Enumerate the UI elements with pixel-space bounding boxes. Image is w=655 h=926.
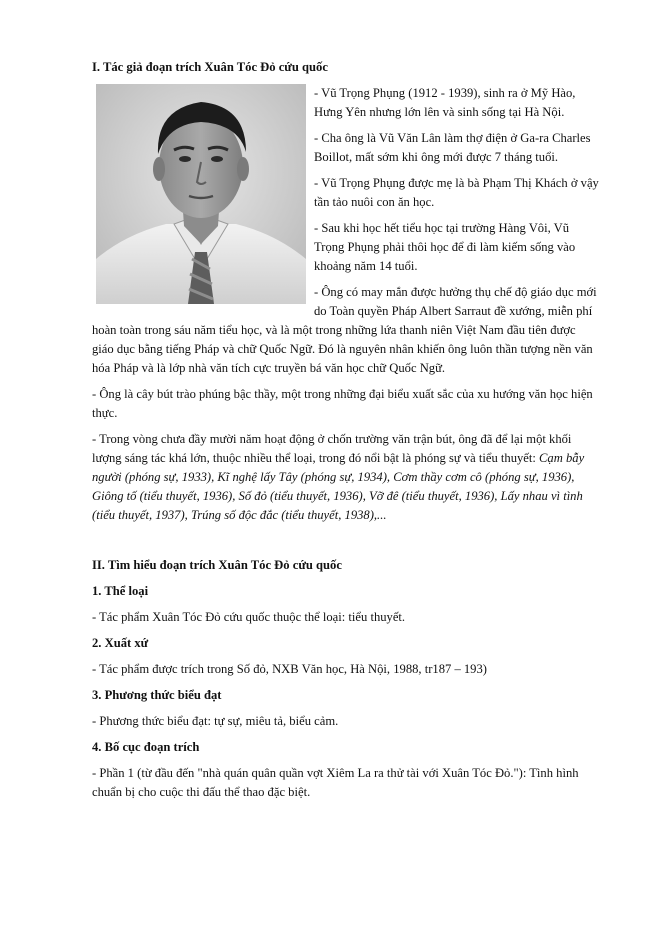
bio-paragraph-3: - Vũ Trọng Phụng được mẹ là bà Phạm Thị Khách ở vậy tần tảo nuôi con ăn học. [314, 176, 599, 209]
section-2-title: II. Tìm hiểu đoạn trích Xuân Tóc Đỏ cứu quốc [92, 558, 342, 572]
expression-heading: 3. Phương thức biểu đạt [92, 688, 222, 702]
portrait-photo-icon [96, 84, 306, 304]
expression-text: - Phương thức biểu đạt: tự sự, miêu tả, biểu cảm. [92, 714, 339, 728]
bio-paragraph-6: - Ông là cây bút trào phúng bậc thầy, một trong những đại biểu xuất sắc của xu hướng văn học hiện thực. [92, 387, 593, 420]
structure-text: - Phần 1 (từ đầu đến "nhà quán quân quần vợt Xiêm La ra thử tài với Xuân Tóc Đỏ."): Tình hình chuẩn bị cho cuộc thi đấu thể thao đặc biệt. [92, 766, 579, 799]
bio-paragraph-4: - Sau khi học hết tiểu học tại trường Hàng Vôi, Vũ Trọng Phụng phải thôi học để đi làm kiếm sống vào khoảng năm 14 tuổi. [314, 221, 576, 273]
works-intro: - Trong vòng chưa đầy mười năm hoạt động ở chốn trường văn trận bút, ông đã để lại một khối lượng sáng tác khá lớn, thuộc nhiều thể loại, trong đó nổi bật là phóng sự và tiểu thuyết: [92, 432, 572, 465]
document-page [92, 58, 600, 809]
genre-text: - Tác phẩm Xuân Tóc Đỏ cứu quốc thuộc thể loại: tiểu thuyết. [92, 610, 406, 624]
works-paragraph [92, 430, 600, 525]
origin-heading: 2. Xuất xứ [92, 636, 149, 650]
bio-paragraph-1: - Vũ Trọng Phụng (1912 - 1939), sinh ra ở Mỹ Hào, Hưng Yên nhưng lớn lên và sinh sống tại Hà Nội. [314, 86, 576, 119]
section-1-title: I. Tác giả đoạn trích Xuân Tóc Đỏ cứu quốc [92, 60, 328, 74]
bio-paragraph-5: - Ông có may mắn được hưởng thụ chế độ giáo dục mới do Toàn quyền Pháp Albert Sarraut đề xướng, miễn phí hoàn toàn trong sáu năm tiểu học, và là một trong những lứa thanh niên Việt Nam đầu tiên được giáo dục bằng tiếng Pháp và chữ Quốc Ngữ. Đó là nguyên nhân khiến ông luôn thần tượng nền văn hóa Pháp và là lớp nhà văn tích cực truyền bá văn học chữ Quốc Ngữ. [92, 285, 597, 375]
bio-paragraph-2: - Cha ông là Vũ Văn Lân làm thợ điện ở Ga-ra Charles Boillot, mất sớm khi ông mới được 7 tháng tuổi. [314, 131, 591, 164]
origin-text: - Tác phẩm được trích trong Số đỏ, NXB Văn học, Hà Nội, 1988, tr187 – 193) [92, 662, 487, 676]
genre-heading: 1. Thể loại [92, 584, 149, 598]
structure-heading: 4. Bố cục đoạn trích [92, 740, 200, 754]
works-list: Cạm bẫy người (phóng sự, 1933), Kĩ nghệ lấy Tây (phóng sự, 1934), Cơm thầy cơm cô (phóng sự, 1936), Giông tố (tiểu thuyết, 1936), Số đỏ (tiểu thuyết, 1936), Vỡ đê (tiểu thuyết, 1936), Lấy nhau vì tình (tiểu thuyết, 1937), Trúng số độc đắc (tiểu thuyết, 1938),... [92, 451, 585, 522]
